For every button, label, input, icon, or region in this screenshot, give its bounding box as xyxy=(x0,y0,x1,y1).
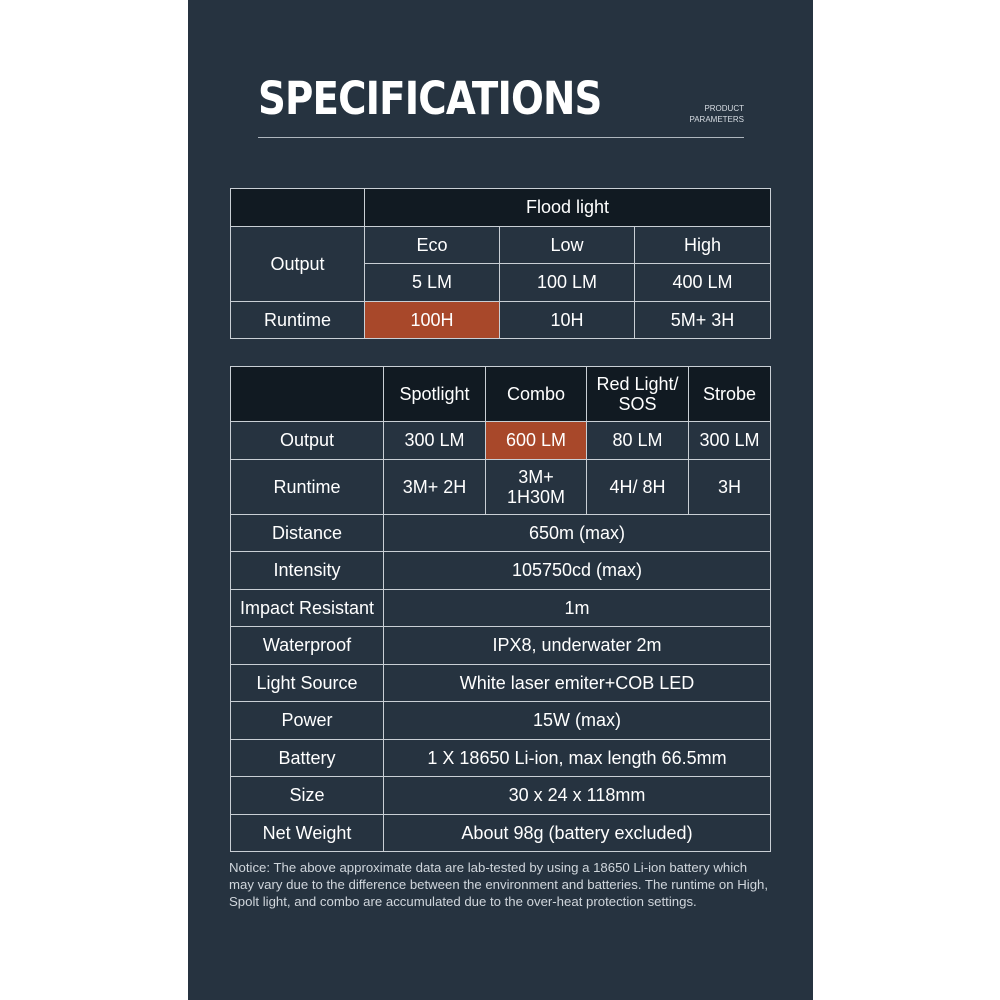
mode-header-cell xyxy=(486,367,587,422)
mode-header-line: Red Light/ xyxy=(596,374,679,394)
mode-header-cell xyxy=(384,367,486,422)
runtime-value-cell xyxy=(587,459,689,514)
output-value-cell: 80 LM xyxy=(587,422,689,460)
table-row xyxy=(231,627,771,665)
runtime-line: 4H/ 8H xyxy=(609,476,666,497)
mode-name-cell: High xyxy=(635,226,771,264)
mode-header-cell xyxy=(689,367,771,422)
flood-light-header: Flood light xyxy=(365,189,771,227)
spec-value: 1m xyxy=(384,589,771,627)
main-spec-table xyxy=(230,366,771,852)
output-value-cell: 400 LM xyxy=(635,264,771,302)
output-value-cell: 300 LM xyxy=(384,422,486,460)
output-label: Output xyxy=(231,422,384,460)
empty-header-cell xyxy=(231,189,365,227)
table-row xyxy=(231,226,771,264)
spec-label: Net Weight xyxy=(231,814,384,852)
output-value-highlighted: 600 LM xyxy=(486,422,587,460)
table-row xyxy=(231,702,771,740)
table-row xyxy=(231,422,771,460)
spec-value: White laser emiter+COB LED xyxy=(384,664,771,702)
spec-label: Size xyxy=(231,777,384,815)
mode-header-line: Spotlight xyxy=(399,384,470,404)
spec-label: Waterproof xyxy=(231,627,384,665)
runtime-value-cell: 10H xyxy=(500,301,635,339)
spec-label: Impact Resistant xyxy=(231,589,384,627)
page-subtitle xyxy=(664,103,744,125)
runtime-label: Runtime xyxy=(231,459,384,514)
flood-light-table xyxy=(230,188,771,339)
spec-value: 650m (max) xyxy=(384,514,771,552)
output-value-cell: 5 LM xyxy=(365,264,500,302)
runtime-label: Runtime xyxy=(231,301,365,339)
table-row xyxy=(231,777,771,815)
output-value-cell: 100 LM xyxy=(500,264,635,302)
title-divider xyxy=(258,137,744,138)
table-row xyxy=(231,367,771,422)
table-row xyxy=(231,589,771,627)
notice-text: Notice: The above approximate data are lab-tested by using a 18650 Li-ion battery which may vary due to the difference between the environment and batteries. The runtime on High, Spolt light, and combo are accumulated due to the over-heat protection settings. xyxy=(229,860,769,909)
table-row xyxy=(231,814,771,852)
spec-label: Battery xyxy=(231,739,384,777)
runtime-value-cell xyxy=(486,459,587,514)
runtime-line: 3H xyxy=(717,476,741,497)
table-row xyxy=(231,189,771,227)
mode-header-line: Combo xyxy=(506,384,566,404)
spec-value: 15W (max) xyxy=(384,702,771,740)
spec-label: Distance xyxy=(231,514,384,552)
subtitle-line: PRODUCT xyxy=(704,104,744,113)
runtime-line: 3M+ xyxy=(518,466,554,487)
spec-value: 1 X 18650 Li-ion, max length 66.5mm xyxy=(384,739,771,777)
runtime-value-cell xyxy=(689,459,771,514)
spec-value: 30 x 24 x 118mm xyxy=(384,777,771,815)
runtime-value-cell xyxy=(384,459,486,514)
runtime-line: 3M+ 2H xyxy=(402,476,467,497)
spec-label: Intensity xyxy=(231,552,384,590)
output-label: Output xyxy=(231,226,365,301)
table-row xyxy=(231,739,771,777)
table-row xyxy=(231,514,771,552)
runtime-value-highlighted: 100H xyxy=(365,301,500,339)
mode-header-cell xyxy=(587,367,689,422)
table-row xyxy=(231,301,771,339)
spec-value: 105750cd (max) xyxy=(384,552,771,590)
table-row xyxy=(231,552,771,590)
table-row xyxy=(231,459,771,514)
mode-header-line: Strobe xyxy=(702,384,757,404)
subtitle-line: PARAMETERS xyxy=(689,115,744,124)
page-title: SPECIFICATIONS xyxy=(258,72,602,125)
runtime-value-cell: 5M+ 3H xyxy=(635,301,771,339)
spec-value: IPX8, underwater 2m xyxy=(384,627,771,665)
output-value-cell: 300 LM xyxy=(689,422,771,460)
runtime-line: 1H30M xyxy=(506,486,566,507)
mode-name-cell: Eco xyxy=(365,226,500,264)
spec-label: Light Source xyxy=(231,664,384,702)
table-row xyxy=(231,664,771,702)
mode-header-line: SOS xyxy=(618,394,657,414)
mode-name-cell: Low xyxy=(500,226,635,264)
spec-value: About 98g (battery excluded) xyxy=(384,814,771,852)
spec-label: Power xyxy=(231,702,384,740)
empty-header-cell xyxy=(231,367,384,422)
